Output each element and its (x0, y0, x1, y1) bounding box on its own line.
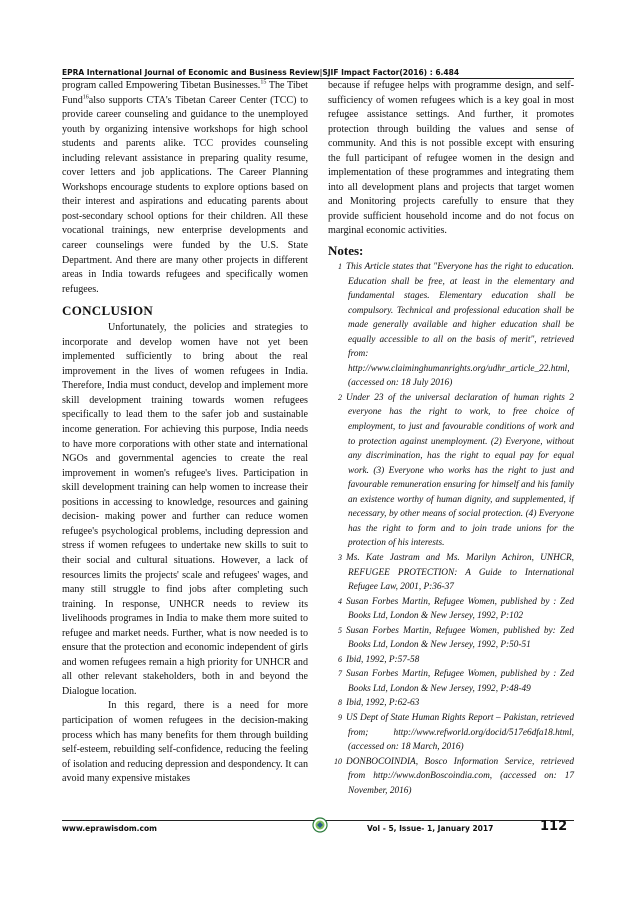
footnote-text: Susan Forbes Martin, Refugee Women, published by : Zed Books Ltd, London & New Jersey, 1992, P:102 (346, 596, 574, 622)
footnote-item (328, 667, 574, 696)
footnote-number: 4 (338, 596, 342, 606)
footnote-number: 1 (338, 262, 342, 272)
footnote-text: This Article states that "Everyone has the right to education. Education shall be free, at least in the elementary and fundamental stages. Elementary education shall be compulsory. Technical and professional education shall be made generally available and higher education shall be equally accessible to all on the basis of merit", retrieved from: http://www.claiminghumanrights.org/udhr_article_22.html, (accessed on: 18 July 2016) (346, 262, 574, 389)
footnote-text: DONBOCOINDIA, Bosco Information Service, retrieved from http://www.donBoscoindia.com, (accessed on: 17 November, 2016) (346, 756, 574, 796)
footnote-item (328, 595, 574, 624)
footnote-text: US Dept of State Human Rights Report – Pakistan, retrieved from; http://www.refworld.org/docid/517e6dfa18.html, (accessed on: 18 March, 2016) (346, 712, 574, 753)
footnote-item (328, 755, 574, 799)
footnote-item (328, 551, 574, 595)
footnote-text: Susan Forbes Martin, Refugee Women, published by : Zed Books Ltd, London & New Jersey, 1992, P:48-49 (346, 669, 574, 694)
continued-paragraph: because if refugee helps with programme design, and self- sufficiency of women refugees which is a key goal in most refugee assistance settings. And further, it promotes protection through building the values and sense of community. And this is not possible except with ensuring the full participant of refugee women in the design and implementation of these programmes and integrating them into all development plans and projects that target women and Monitoring projects carefully to ensure that they provide sufficient household income and do not focus on marginal economic activities. (328, 80, 574, 237)
notes-heading: Notes: (328, 243, 364, 259)
notes-list (328, 260, 574, 798)
footer-volume: Vol - 5, Issue- 1, January 2017 (367, 824, 494, 833)
footnote-number: 3 (338, 552, 342, 562)
footnote-text: Ibid, 1992, P:57-58 (346, 654, 420, 665)
footnote-ref-16: 16 (82, 94, 89, 101)
intro-paragraph: program called Empowering Tibetan Businesses.$^{15}$ The Tibet Fund$^{16}$also supports CTA's Tibetan Career Center (TCC) to provide career counseling and guidance to the unemployed youth by organizing intensive workshops for high school students and parents alike. TCC provides counseling including relevant assistance in preparing quality resume, cover letters and job applications. The Career Planning Workshops encourage students to explore options based on their interest and aspirations and educating parents about post-secondary school options for their children. All these vocational trainings, new enterprise developments and career counselings were funded by the U.S. State Department. And there are many other projects in different areas in India towards refugees and specifically women refugees. (62, 79, 308, 295)
footnote-text: Ms. Kate Jastram and Ms. Marilyn Achiron, UNHCR, REFUGEE PROTECTION: A Guide to International Refugee Law, 2001, P:36-37 (346, 552, 574, 593)
footnote-item (328, 624, 574, 653)
footnote-number: 10 (334, 756, 342, 766)
footnote-text: Susan Forbes Martin, Refugee Women, published by: Zed Books Ltd, London & New Jersey, 1992, P:50-51 (346, 625, 574, 651)
footer-website[interactable]: www.eprawisdom.com (62, 824, 157, 833)
footnote-number: 2 (338, 392, 342, 402)
left-column (62, 79, 308, 787)
footnote-ref-15: 15 (260, 79, 267, 86)
footnote-item (328, 696, 574, 711)
footnote-item (328, 391, 574, 551)
footnote-number: 6 (338, 654, 342, 664)
footnote-item (328, 260, 574, 391)
footnote-text: Under 23 of the universal declaration of human rights 2 everyone has the right to work, to free choice of employment, to just and favourable conditions of work and to protection against unemployment. (2) Everyone, without any discrimination, has the right to equal pay for equal work. (3) Everyone who works has the right to just and favourable remuneration ensuring for himself and his family an existence worthy of human dignity, and supplemented, if necessary, by other means of social protection. (4) Everyone has the right to form and to join trade unions for the protection of his interests. (346, 392, 574, 549)
footnote-text: Ibid, 1992, P:62-63 (346, 698, 420, 709)
footnote-number: 8 (338, 698, 342, 708)
page-number: 112 (540, 819, 568, 834)
footnote-number: 5 (338, 625, 342, 635)
journal-header: EPRA International Journal of Economic and Business Review|SJIF Impact Factor(2016) : 6.484 (62, 68, 460, 77)
conclusion-paragraph-2: In this regard, there is a need for more participation of women refugees in the decision-making process which has many benefits for them through building self-esteem, rebuilding self-confidence, reducing the feeling of isolation and reducing depression and despondency. It can avoid many expensive mistakes (62, 700, 308, 785)
footnote-number: 7 (338, 669, 342, 679)
right-column (328, 79, 574, 798)
footnote-item (328, 711, 574, 755)
conclusion-heading: CONCLUSION (62, 303, 154, 319)
footnote-item (328, 653, 574, 668)
footnote-number: 9 (338, 712, 342, 722)
journal-logo-icon (312, 817, 328, 833)
conclusion-paragraph-1: Unfortunately, the policies and strategies to incorporate and develop women have not yet been implemented sufficiently to bring about the real improvement in the lives of women refugees in India. Therefore, India must conduct, develop and implement more skill development training towards women refugees specifically to lead them to the safer job and sustainable income generation. For achieving this purpose, India needs to have more corporations with other state and international NGOs and governmental agencies to create the real improvement in women's refugee's lives. Participation in skill development training can help women to increase their positions in accessing to knowledge, resources and gaining decision- making power and further can reduce women refugee's psychological problems, including depression and stress if women refugees to undertake new skills to suit to their social and cultural situations. However, a lack of resources limits the projects' scale and refugees' wages, and many still struggle to find jobs after completing such training. In response, UNHCR needs to review its livelihoods programes in India to make them more suited to refugee and market needs. Further, what is now needed is to ensure that the protection and economic independent of girls and women refugees remain a high priority for UNHCR and all other relevant stakeholders, both in and beyond the Dialogue location. (62, 322, 308, 697)
